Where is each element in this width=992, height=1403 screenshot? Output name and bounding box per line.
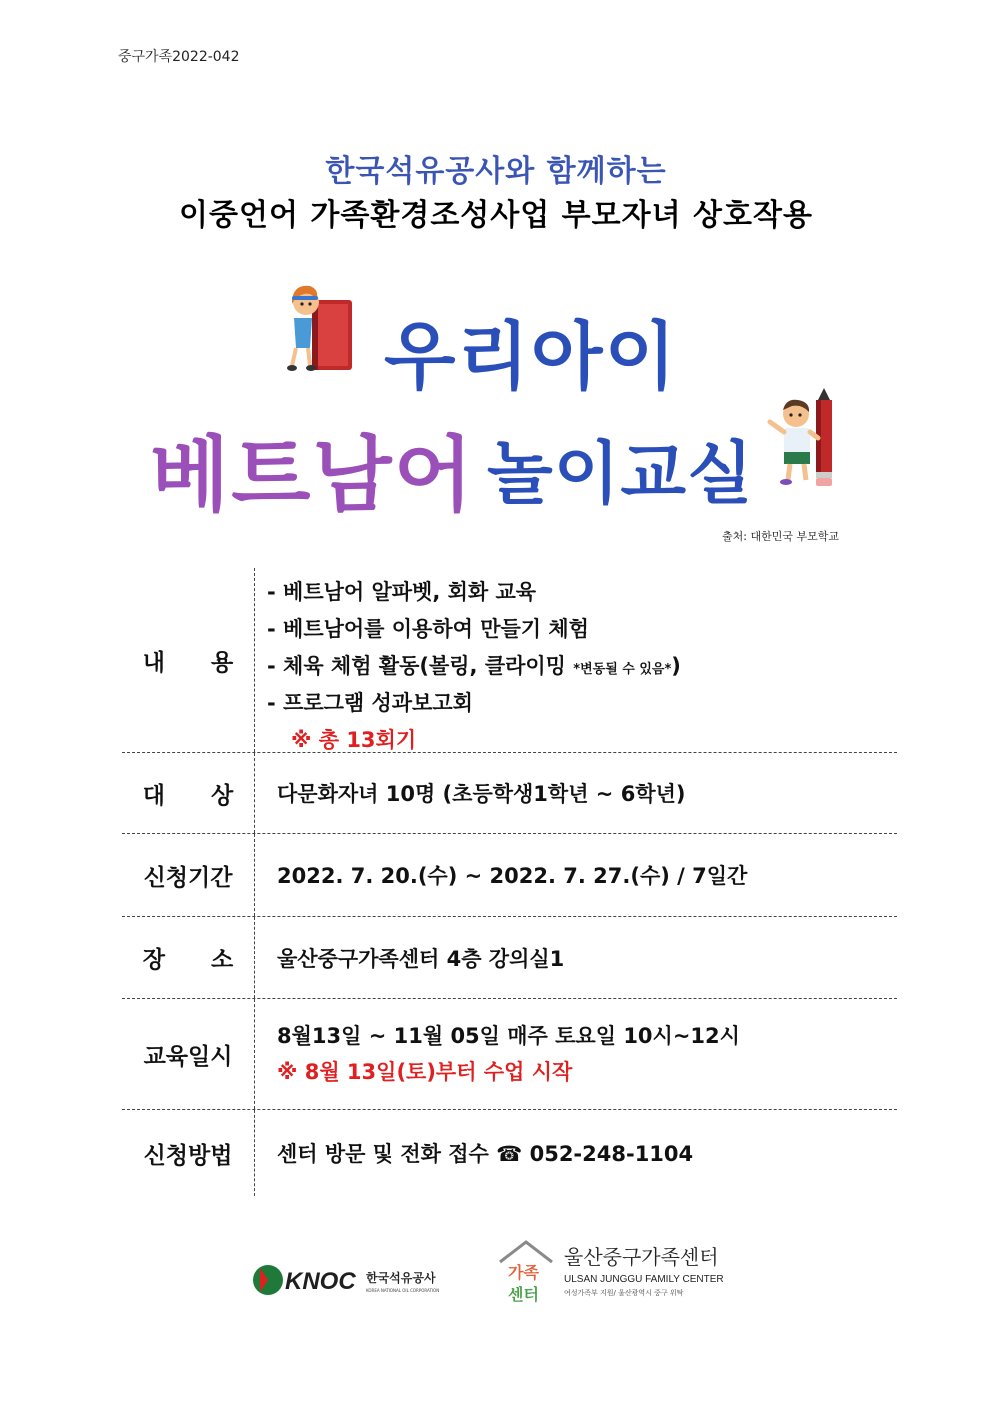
center-en-text: ULSAN JUNGGU FAMILY CENTER bbox=[564, 1274, 724, 1285]
row-schedule bbox=[122, 999, 897, 1110]
subtitle-sponsor: 한국석유공사와 함께하는 bbox=[325, 154, 667, 189]
content-item-alphabet: - 베트남어 알파벳, 회화 교육 bbox=[267, 580, 537, 604]
schedule-start-note: ※ 8월 13일(토)부터 수업 시작 bbox=[277, 1060, 573, 1084]
label-schedule: 교육일시 bbox=[122, 999, 255, 1109]
label-apply: 신청방법 bbox=[122, 1110, 255, 1196]
sports-change-note: *변동될 수 있음* bbox=[573, 662, 672, 677]
center-name-text: 울산중구가족센터 bbox=[564, 1245, 719, 1269]
place-value: 울산중구가족센터 4층 강의실1 bbox=[277, 946, 565, 971]
boy-with-pencil-icon bbox=[766, 386, 850, 490]
subtitle-program: 이중언어 가족환경조성사업 부모자녀 상호작용 bbox=[179, 198, 813, 233]
total-sessions-note: ※ 총 13회기 bbox=[291, 728, 417, 752]
family-center-logo bbox=[498, 1240, 758, 1310]
document-number: 중구가족2022-042 bbox=[118, 49, 240, 65]
period-value: 2022. 7. 20.(수) ~ 2022. 7. 27.(수) / 7일간 bbox=[277, 864, 748, 888]
label-period: 신청기간 bbox=[122, 834, 255, 916]
schedule-value: 8월13일 ~ 11월 05일 매주 토요일 10시~12시 bbox=[277, 1024, 740, 1048]
content-item-sports: - 체육 체험 활동(볼링, 클라이밍 *변동될 수 있음*) bbox=[267, 654, 681, 678]
girl-reading-book-icon bbox=[286, 282, 358, 374]
knoc-mark-text: KNOC bbox=[285, 1268, 356, 1295]
image-source-note: 출처: 대한민국 부모학교 bbox=[722, 530, 839, 543]
row-period bbox=[122, 834, 897, 917]
row-content bbox=[122, 568, 897, 753]
label-content: 내 용 bbox=[122, 568, 255, 752]
row-target bbox=[122, 753, 897, 834]
center-badge-family: 가족 bbox=[508, 1263, 539, 1282]
knoc-name-text: 한국석유공사 bbox=[366, 1271, 436, 1285]
content-item-crafts: - 베트남어를 이용하여 만들기 체험 bbox=[267, 617, 589, 641]
center-sub-text: 여성가족부 지원/ 울산광역시 중구 위탁 bbox=[564, 1289, 684, 1297]
content-item-report: - 프로그램 성과보고회 bbox=[267, 691, 473, 715]
knoc-logo bbox=[252, 1260, 452, 1300]
knoc-sub-text: KOREA NATIONAL OIL CORPORATION bbox=[366, 1288, 440, 1293]
headline-our-child: 우리아이 bbox=[384, 314, 678, 400]
program-info-table bbox=[122, 568, 897, 1196]
headline-vietnamese: 베트남어 bbox=[150, 428, 475, 523]
row-place bbox=[122, 917, 897, 999]
apply-value: 센터 방문 및 전화 접수 ☎ 052-248-1104 bbox=[277, 1142, 694, 1166]
center-badge-center: 센터 bbox=[508, 1285, 539, 1304]
label-place: 장 소 bbox=[122, 917, 255, 998]
headline-play-class: 놀이교실 bbox=[487, 435, 754, 514]
label-target: 대 상 bbox=[122, 753, 255, 833]
target-value: 다문화자녀 10명 (초등학생1학년 ~ 6학년) bbox=[277, 782, 686, 806]
row-apply bbox=[122, 1110, 897, 1196]
